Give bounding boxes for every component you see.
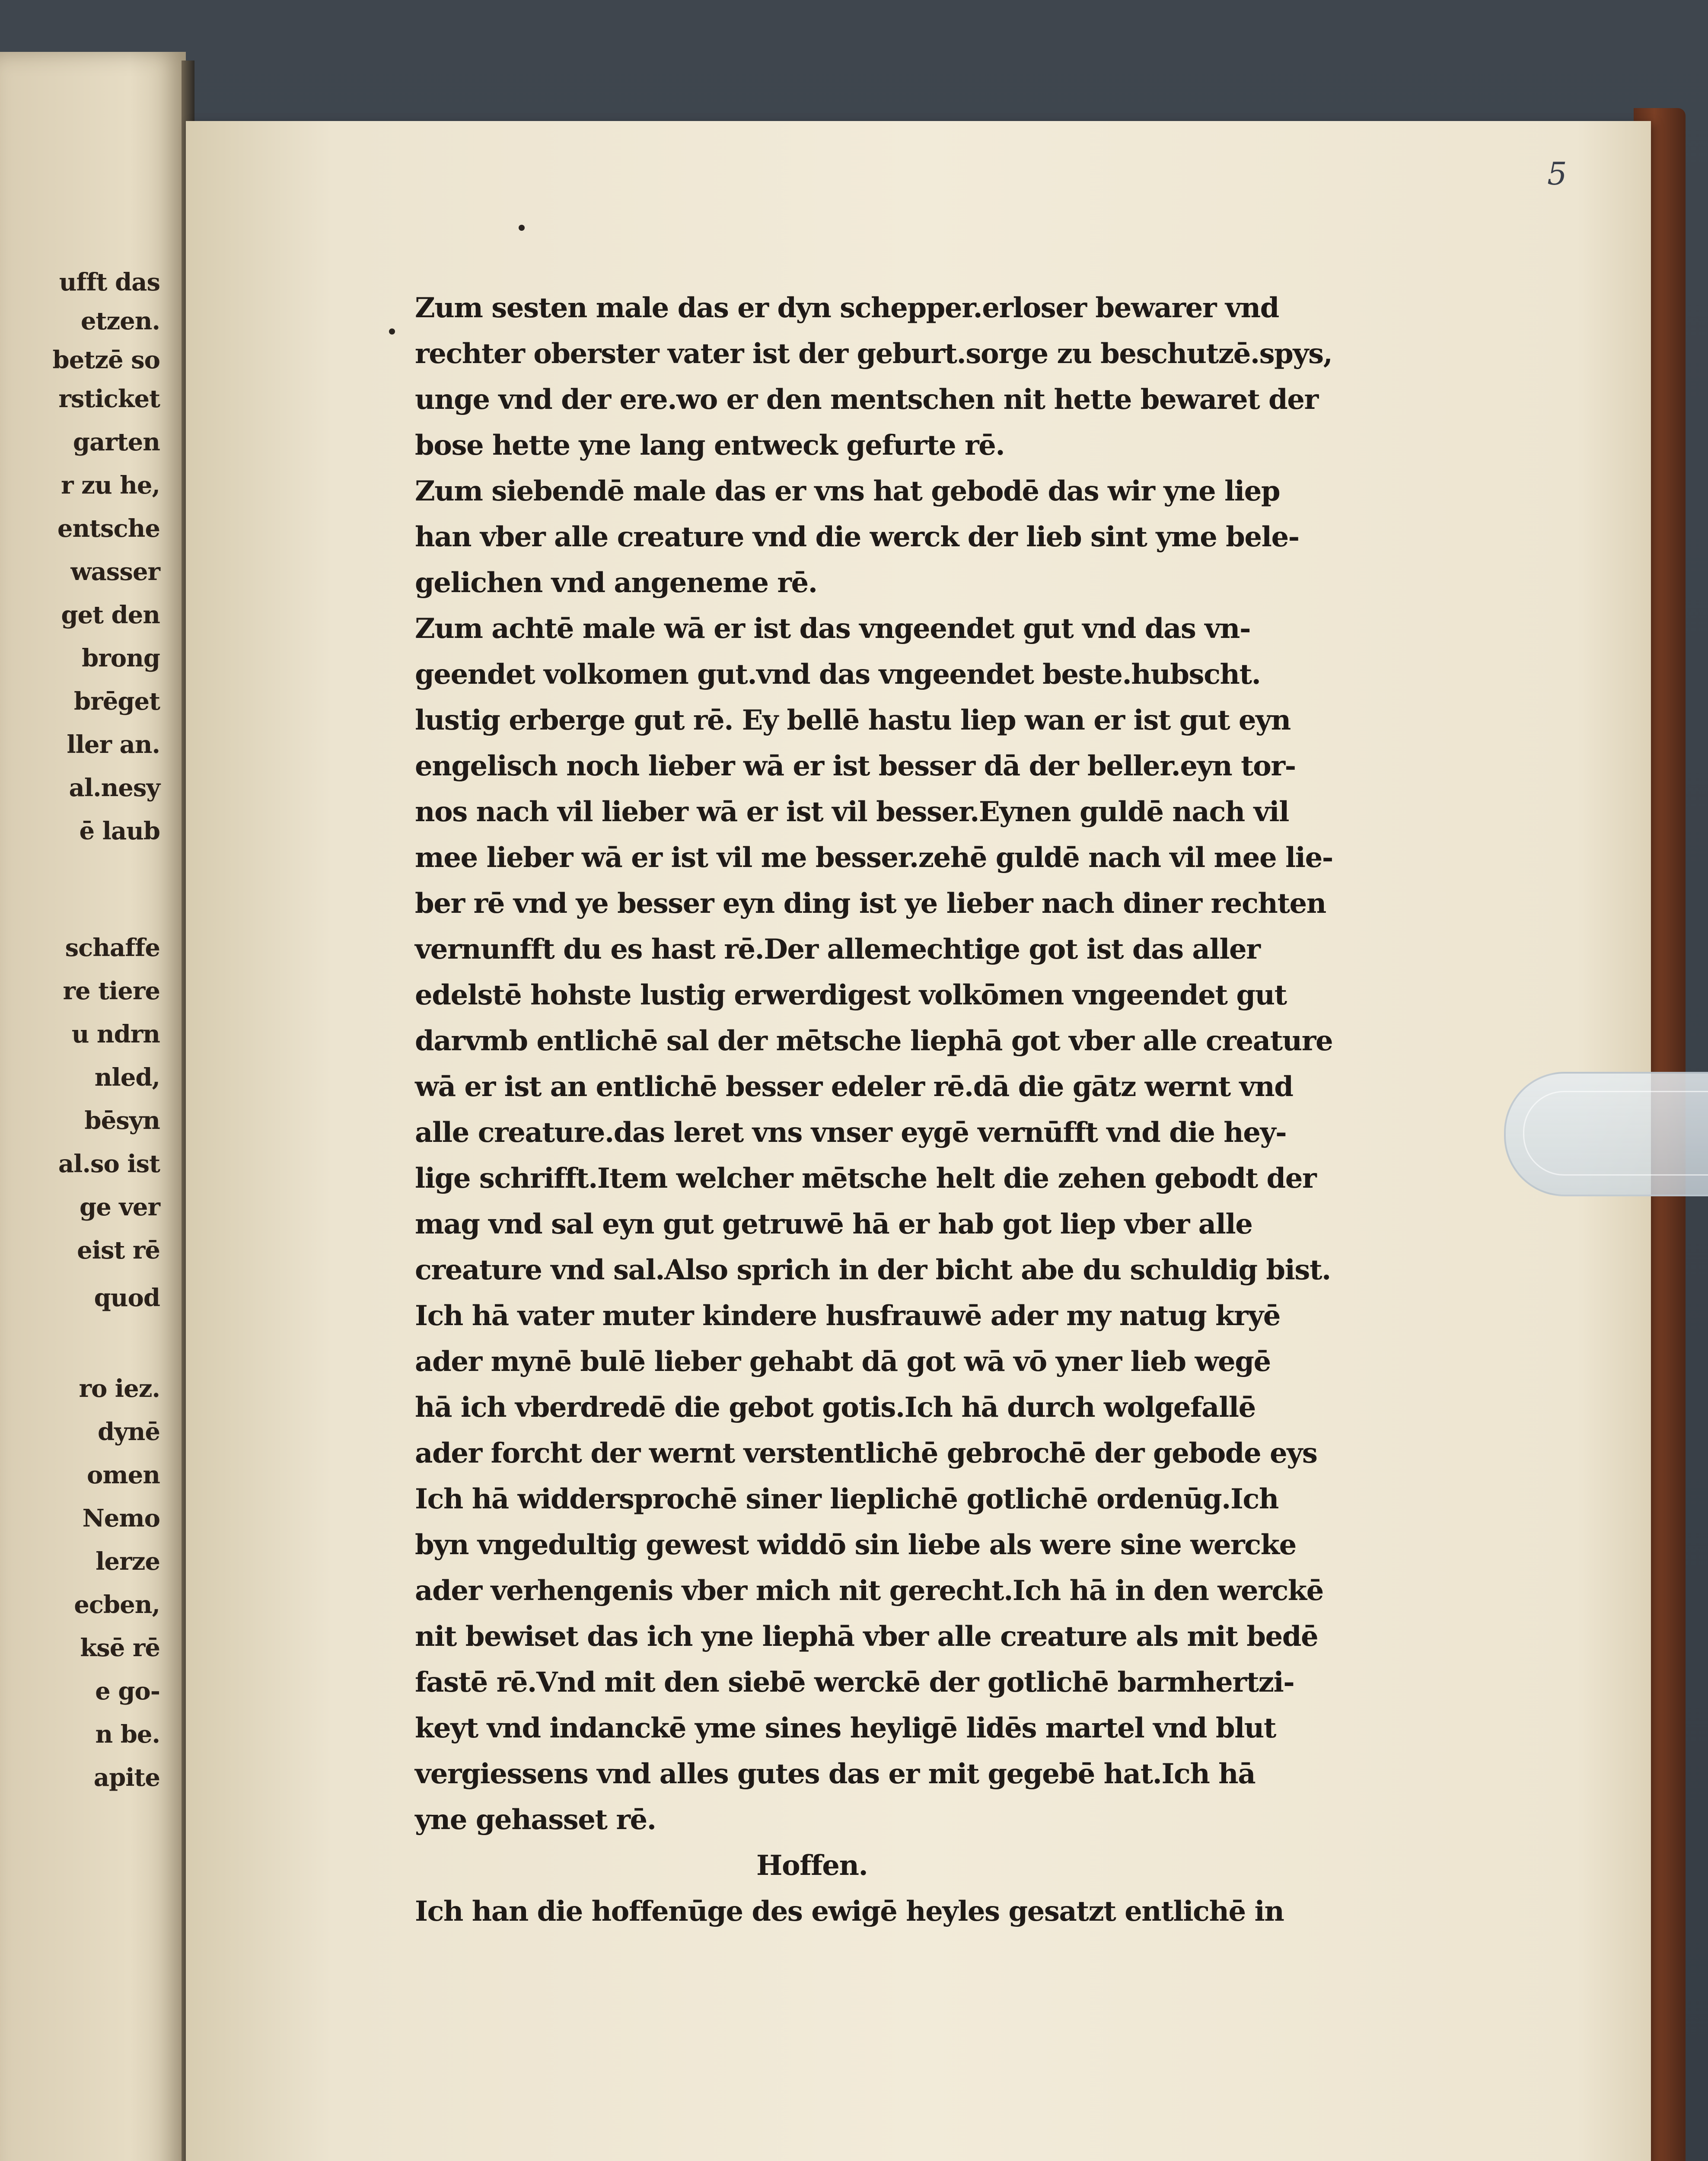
text-line: yne gehasset rē. <box>415 1804 656 1836</box>
left-fragment: ufft das <box>59 268 160 296</box>
left-fragment: al.so ist <box>58 1150 160 1178</box>
folio-number: 5 <box>1547 156 1567 192</box>
page-clip-highlight <box>1523 1091 1708 1176</box>
text-line: mag vnd sal eyn gut getruwē hā er hab got liep vber alle <box>415 1208 1252 1240</box>
text-line: ader mynē bulē lieber gehabt dā got wā vō yner lieb wegē <box>415 1345 1271 1378</box>
text-line: vernunfft du es hast rē.Der allemechtige got ist das aller <box>415 933 1260 966</box>
text-line: Ich hā widdersprochē siner lieplichē gotlichē ordenūg.Ich <box>415 1483 1278 1515</box>
text-line: bose hette yne lang entweck gefurte rē. <box>415 429 1005 462</box>
left-fragment: al.nesy <box>69 774 160 802</box>
left-fragment: e go- <box>95 1677 160 1705</box>
text-line: byn vngedultig gewest widdō sin liebe als were sine wercke <box>415 1529 1296 1561</box>
text-line: ader verhengenis vber mich nit gerecht.Ich hā in den werckē <box>415 1575 1323 1607</box>
text-line: creature vnd sal.Also sprich in der bicht abe du schuldig bist. <box>415 1254 1331 1286</box>
left-fragment: ller an. <box>67 730 160 759</box>
text-line: lustig erberge gut rē. Ey bellē hastu liep wan er ist gut eyn <box>415 704 1291 736</box>
left-fragment: quod <box>94 1284 160 1312</box>
text-line: darvmb entlichē sal der mētsche liephā got vber alle creature <box>415 1025 1333 1057</box>
text-line: Zum siebendē male das er vns hat gebodē das wir yne liep <box>415 475 1280 507</box>
left-fragment: dynē <box>97 1418 160 1446</box>
text-line: nit bewiset das ich yne liephā vber alle creature als mit bedē <box>415 1620 1318 1653</box>
left-fragment: ro iez. <box>79 1374 160 1403</box>
ink-dot <box>519 225 525 231</box>
text-line: edelstē hohste lustig erwerdigest volkōmen vngeendet gut <box>415 979 1287 1011</box>
left-page <box>0 52 186 2161</box>
left-fragment: re tiere <box>63 977 160 1005</box>
left-fragment: wasser <box>70 558 160 586</box>
text-line: han vber alle creature vnd die werck der lieb sint yme bele- <box>415 521 1299 553</box>
left-fragment: nled, <box>94 1063 160 1092</box>
text-line: rechter oberster vater ist der geburt.sorge zu beschutzē.spys, <box>415 338 1332 370</box>
text-line: vergiessens vnd alles gutes das er mit gegebē hat.Ich hā <box>415 1758 1256 1790</box>
left-fragment: apite <box>93 1763 160 1792</box>
text-line: geendet volkomen gut.vnd das vngeendet beste.hubscht. <box>415 658 1261 691</box>
text-line: ader forcht der wernt verstentlichē gebrochē der gebode eys <box>415 1437 1317 1469</box>
text-column <box>415 285 1595 1935</box>
left-fragment: garten <box>73 428 160 456</box>
left-fragment: schaffe <box>65 934 160 962</box>
right-page <box>186 121 1651 2161</box>
left-fragment: get den <box>61 601 160 629</box>
left-fragment: ē laub <box>79 817 160 845</box>
left-fragment: etzen. <box>80 307 160 335</box>
left-fragment: ksē rē <box>80 1634 160 1662</box>
text-line: fastē rē.Vnd mit den siebē werckē der gotlichē barmhertzi- <box>415 1666 1294 1699</box>
left-fragment: lerze <box>96 1547 160 1576</box>
text-line: hā ich vberdredē die gebot gotis.Ich hā durch wolgefallē <box>415 1391 1256 1424</box>
left-fragment: brong <box>82 644 160 673</box>
left-fragment: ge ver <box>80 1193 160 1221</box>
text-line: keyt vnd indanckē yme sines heyligē lidēs martel vnd blut <box>415 1712 1276 1744</box>
left-fragment: eist rē <box>77 1236 160 1265</box>
text-line: wā er ist an entlichē besser edeler rē.dā die gātz wernt vnd <box>415 1071 1293 1103</box>
text-line: Ich han die hoffenūge des ewigē heyles gesatzt entlichē in <box>415 1895 1284 1928</box>
left-fragment: rsticket <box>58 385 160 413</box>
text-line: alle creature.das leret vns vnser eygē vernūfft vnd die hey- <box>415 1116 1287 1149</box>
page-clip <box>1504 1072 1708 1196</box>
left-fragment: brēget <box>74 687 160 716</box>
ink-dot <box>389 328 395 335</box>
section-heading: Hoffen. <box>756 1849 868 1882</box>
left-fragment: r zu he, <box>61 471 160 500</box>
left-fragment: omen <box>87 1461 160 1489</box>
left-fragment: u ndrn <box>71 1020 160 1049</box>
text-line: engelisch noch lieber wā er ist besser dā der beller.eyn tor- <box>415 750 1296 782</box>
text-line: mee lieber wā er ist vil me besser.zehē guldē nach vil mee lie- <box>415 841 1333 874</box>
text-line: ber rē vnd ye besser eyn ding ist ye lieber nach diner rechten <box>415 887 1326 920</box>
left-fragment: betzē so <box>52 346 160 374</box>
left-fragment: ecben, <box>74 1590 160 1619</box>
text-line: unge vnd der ere.wo er den mentschen nit hette bewaret der <box>415 383 1318 416</box>
left-fragment: Nemo <box>82 1504 160 1533</box>
text-line: Zum sesten male das er dyn schepper.erloser bewarer vnd <box>415 292 1279 324</box>
text-line: Zum achtē male wā er ist das vngeendet gut vnd das vn- <box>415 612 1250 645</box>
text-line: lige schrifft.Item welcher mētsche helt die zehen gebodt der <box>415 1162 1316 1195</box>
left-fragment: bēsyn <box>84 1106 160 1135</box>
text-line: gelichen vnd angeneme rē. <box>415 567 817 599</box>
left-fragment: entsche <box>57 514 160 543</box>
text-line: nos nach vil lieber wā er ist vil besser.Eynen guldē nach vil <box>415 796 1289 828</box>
left-fragment: n be. <box>95 1720 160 1749</box>
text-line: Ich hā vater muter kindere husfrauwē ader my natug kryē <box>415 1300 1280 1332</box>
